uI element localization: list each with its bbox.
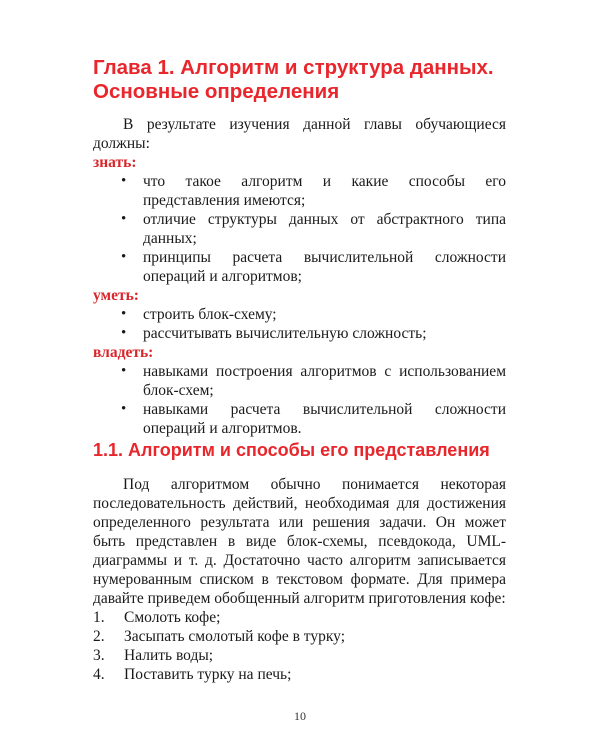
can-list bbox=[93, 305, 506, 343]
intro-text: В результате изучения данной главы обучающиеся должны: bbox=[93, 116, 506, 152]
section-body bbox=[93, 475, 506, 684]
step-number: 2. bbox=[93, 628, 105, 645]
step-text: Налить воды; bbox=[124, 647, 214, 664]
bullet-icon: • bbox=[121, 211, 127, 227]
bullet-icon: • bbox=[121, 363, 127, 379]
group-label-can: уметь: bbox=[93, 287, 139, 304]
list-item: • навыками построения алгоритмов с использованием блок-схем; bbox=[121, 363, 506, 399]
group-label-know: знать: bbox=[93, 154, 137, 171]
step-number: 3. bbox=[93, 647, 105, 664]
list-item: • рассчитывать вычислительную сложность; bbox=[121, 325, 427, 342]
list-item bbox=[93, 665, 506, 684]
list-item bbox=[93, 608, 506, 627]
bullet-icon: • bbox=[121, 325, 127, 341]
list-item bbox=[93, 627, 506, 646]
step-text: Засыпать смолотый кофе в турку; bbox=[124, 628, 346, 645]
step-text: Поставить турку на печь; bbox=[124, 666, 292, 683]
list-item: • что такое алгоритм и какие способы его представления имеются; bbox=[121, 173, 506, 209]
list-item: • отличие структуры данных от абстрактного типа данных; bbox=[121, 211, 506, 247]
step-text: Смолоть кофе; bbox=[124, 609, 221, 626]
bullet-icon: • bbox=[121, 306, 127, 322]
chapter-title: Глава 1. Алгоритм и структура данных. Основные определения bbox=[93, 56, 494, 103]
bullet-icon: • bbox=[121, 249, 127, 265]
know-list bbox=[93, 172, 506, 286]
list-item: • навыками расчета вычислительной сложности операций и алгоритмов. bbox=[121, 401, 506, 437]
master-list bbox=[93, 362, 506, 438]
learning-outcomes bbox=[93, 115, 506, 438]
step-number: 4. bbox=[93, 666, 105, 683]
page-number: 10 bbox=[294, 709, 306, 723]
step-number: 1. bbox=[93, 609, 105, 626]
coffee-steps-list bbox=[93, 608, 506, 684]
bullet-icon: • bbox=[121, 401, 127, 417]
section-title: 1.1. Алгоритм и способы его представления bbox=[93, 440, 490, 460]
list-item bbox=[93, 646, 506, 665]
section-paragraph: Под алгоритмом обычно понимается некоторая последовательность действий, необходимая для достижения определенного результата или решения задачи. Он может быть представлен в виде блок-схемы, псевдокода, UML-диаграммы и т. д. Достаточно часто алгоритм записывается нумерованным списком в текстовом формате. Для примера давайте приведем обобщенный алгоритм приготовления кофе: bbox=[93, 476, 506, 607]
list-item: • строить блок-схему; bbox=[121, 306, 277, 323]
group-label-master: владеть: bbox=[93, 344, 154, 361]
list-item: • принципы расчета вычислительной сложности операций и алгоритмов; bbox=[121, 249, 506, 285]
bullet-icon: • bbox=[121, 173, 127, 189]
